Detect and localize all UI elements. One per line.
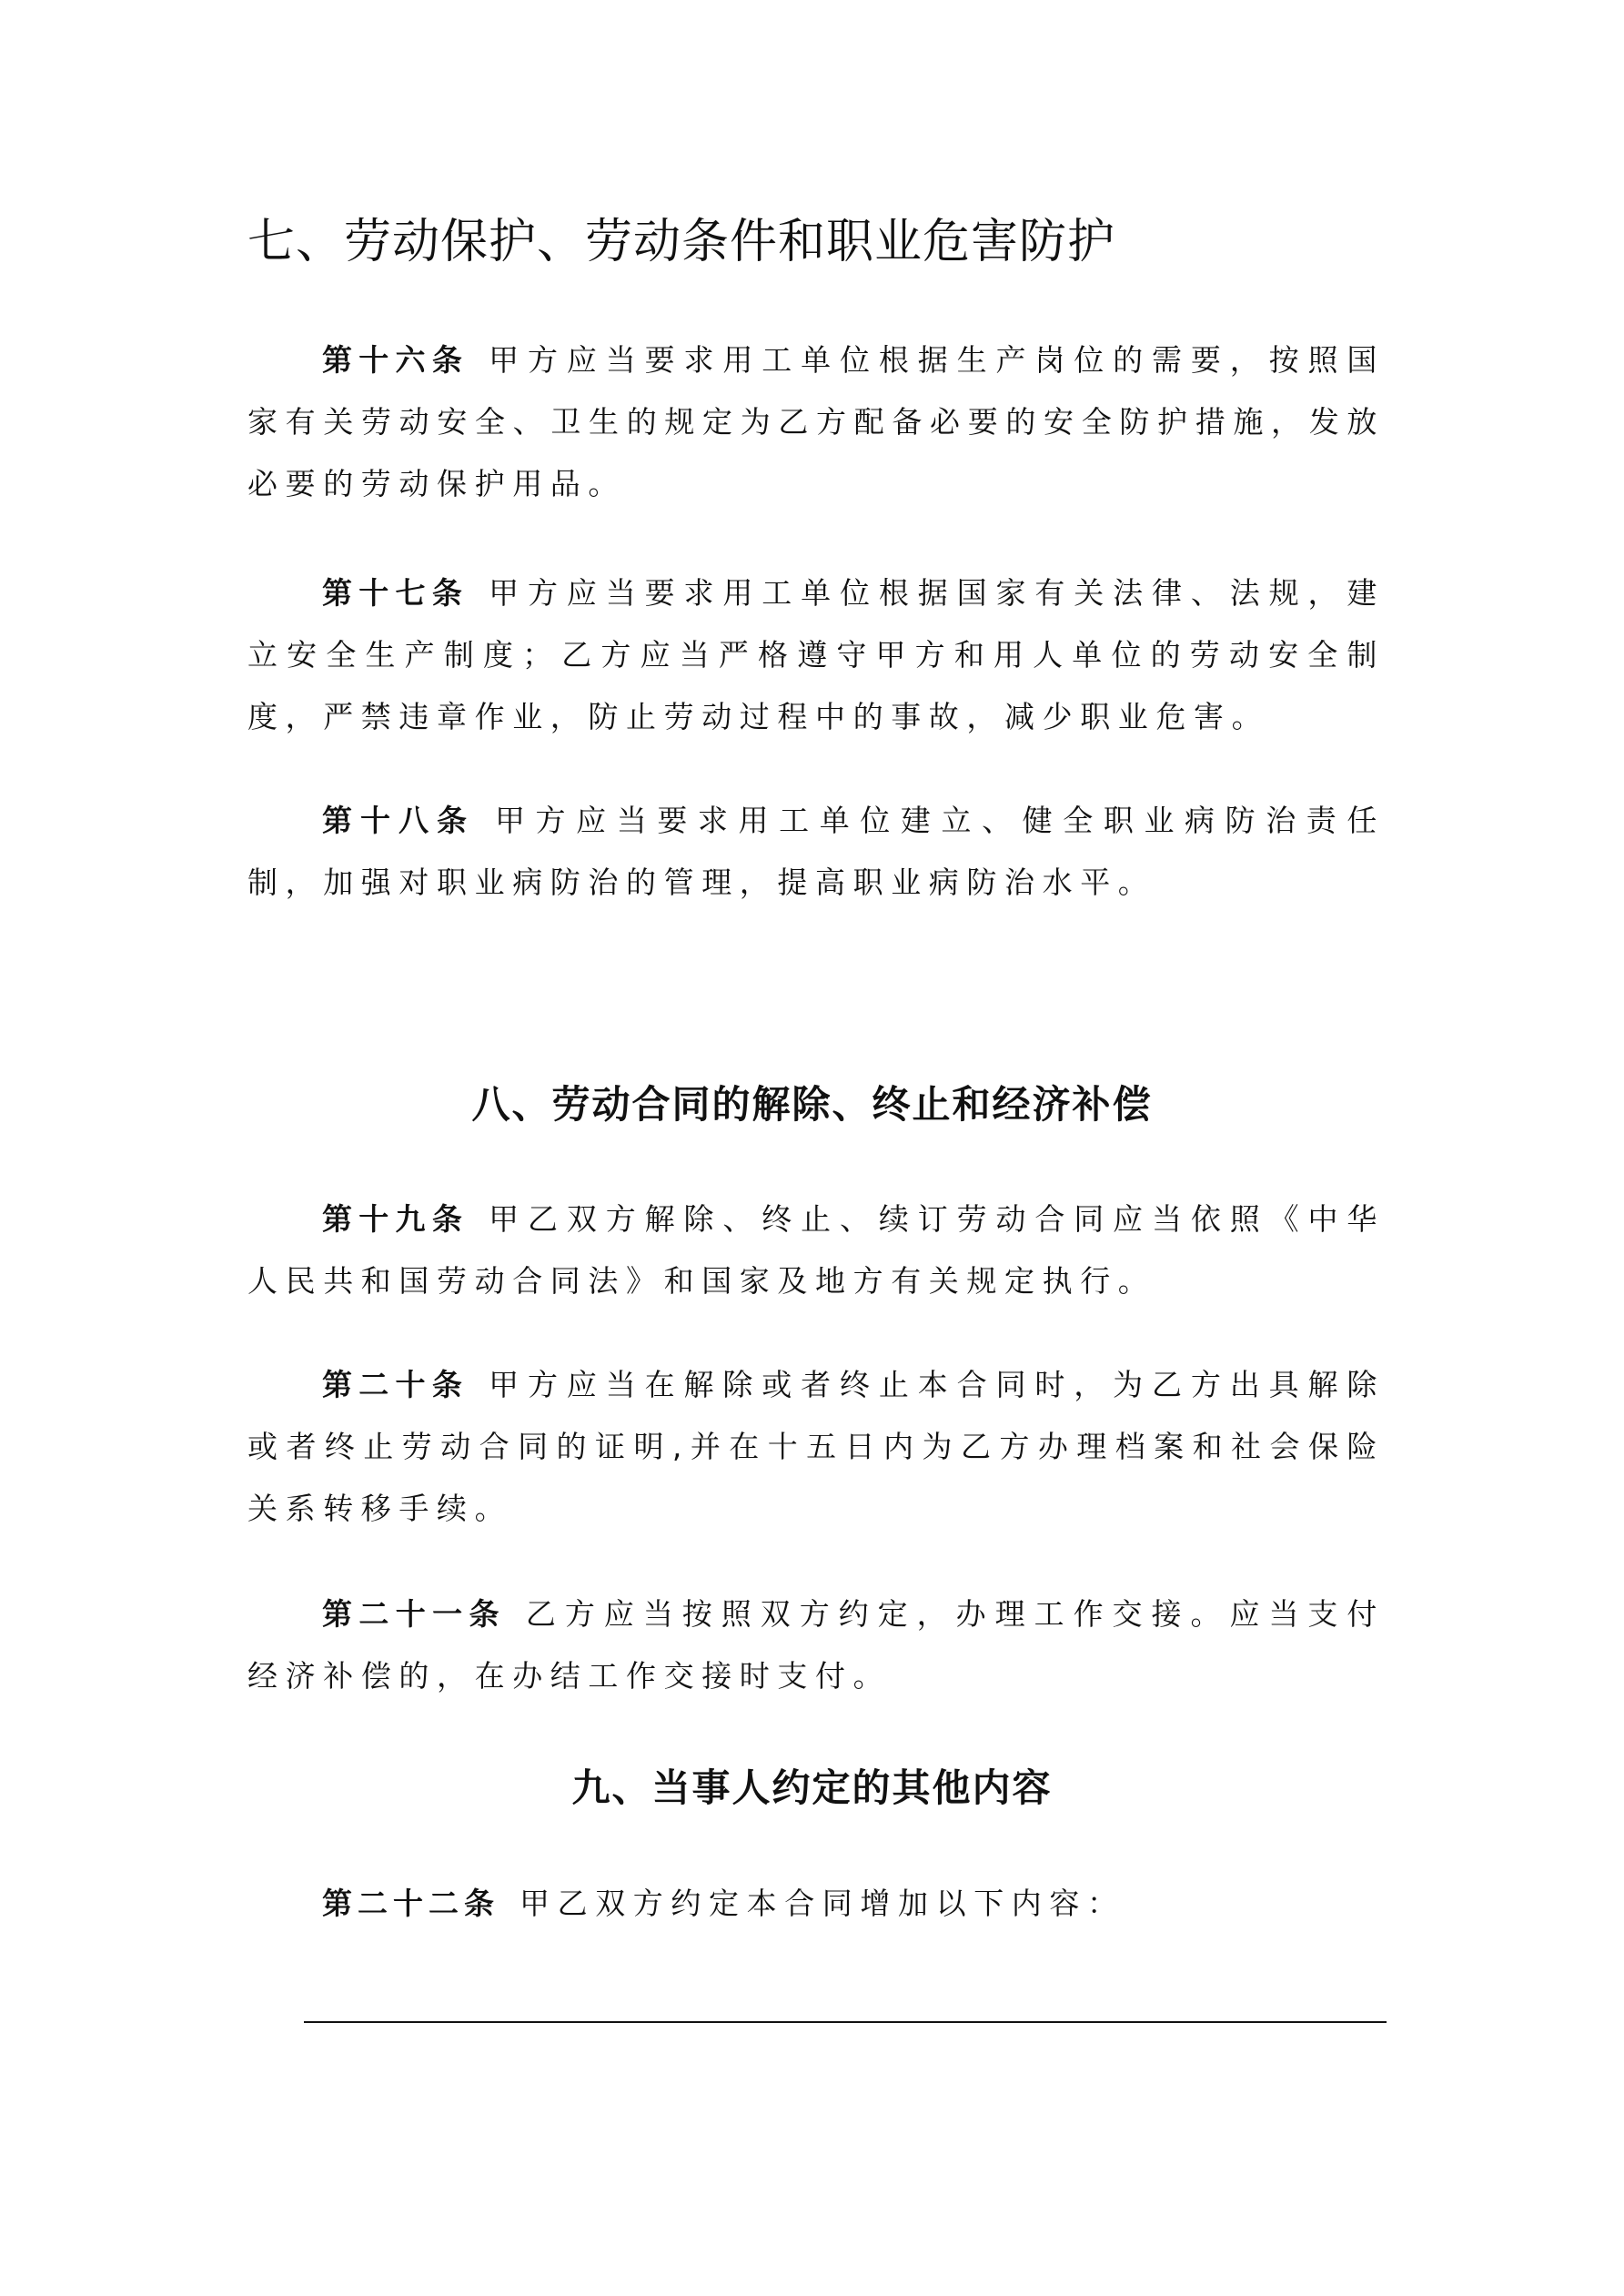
article-19: [247, 1188, 1385, 1312]
article-20-number: 第二十条: [322, 1367, 469, 1402]
article-21-text: 乙方应当按照双方约定，办理工作交接。应当支付经济补偿的，在办结工作交接时支付。: [247, 1596, 1386, 1694]
article-21-number: 第二十一条: [322, 1596, 506, 1632]
article-17-text: 甲方应当要求用工单位根据国家有关法律、法规，建立安全生产制度；乙方应当严格遵守甲方和用人单位的劳动安全制度，严禁违章作业，防止劳动过程中的事故，减少职业危害。: [247, 575, 1385, 734]
section-9-title: 九、当事人约定的其他内容: [571, 1765, 1053, 1810]
article-16-number: 第十六条: [322, 342, 469, 378]
article-20: [247, 1354, 1385, 1540]
fill-in-blank-line: [304, 2021, 1387, 2023]
article-18-number: 第十八条: [322, 803, 475, 838]
article-16-text: 甲方应当要求用工单位根据生产岗位的需要，按照国家有关劳动安全、卫生的规定为乙方配备必要的安全防护措施，发放必要的劳动保护用品。: [247, 342, 1385, 501]
article-20-text: 甲方应当在解除或者终止本合同时，为乙方出具解除或者终止劳动合同的证明,并在十五日内为乙方办理档案和社会保险关系转移手续。: [247, 1367, 1385, 1526]
article-22-text: 甲乙双方约定本合同增加以下内容：: [519, 1886, 1125, 1921]
article-17: [247, 562, 1385, 748]
article-18-text: 甲方应当要求用工单位建立、健全职业病防治责任制，加强对职业病防治的管理，提高职业病防治水平。: [247, 803, 1385, 900]
article-19-number: 第十九条: [322, 1201, 469, 1237]
section-8-title: 八、劳动合同的解除、终止和经济补偿: [471, 1082, 1153, 1127]
article-17-number: 第十七条: [322, 575, 469, 611]
article-18: [247, 790, 1385, 914]
article-16: [247, 329, 1385, 515]
article-21: [247, 1583, 1385, 1707]
article-22-number: 第二十二条: [322, 1886, 499, 1921]
article-22: [247, 1873, 1385, 1935]
section-7-title: 七、劳动保护、劳动条件和职业危害防护: [247, 215, 1116, 269]
article-19-text: 甲乙双方解除、终止、续订劳动合同应当依照《中华人民共和国劳动合同法》和国家及地方有关规定执行。: [247, 1201, 1385, 1299]
